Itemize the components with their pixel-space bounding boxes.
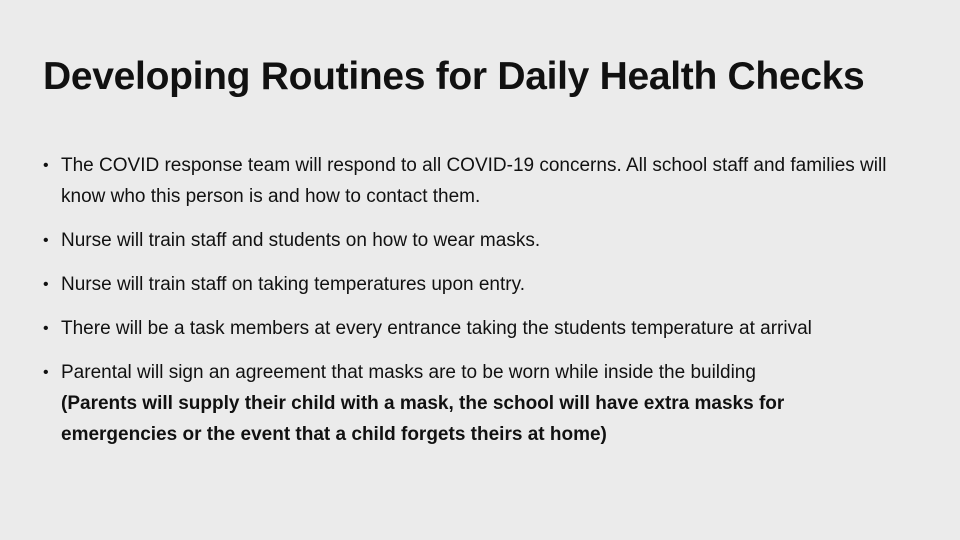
bullet-icon: • xyxy=(43,157,49,174)
bullet-icon: • xyxy=(43,320,49,337)
bullet-text: There will be a task members at every entrance taking the students temperature at arrival xyxy=(61,318,812,339)
bullet-text: The COVID response team will respond to all COVID-19 concerns. All school staff and families will know who this person is and how to contact them. xyxy=(61,155,887,207)
bullet-item xyxy=(43,269,903,300)
bullet-list xyxy=(43,150,903,463)
slide-title: Developing Routines for Daily Health Checks xyxy=(43,55,865,98)
bullet-item xyxy=(43,357,903,450)
bullet-icon: • xyxy=(43,232,49,249)
bullet-text: Nurse will train staff on taking temperatures upon entry. xyxy=(61,274,525,295)
bullet-icon: • xyxy=(43,364,49,381)
bullet-text: Nurse will train staff and students on how to wear masks. xyxy=(61,230,541,251)
bullet-item xyxy=(43,225,903,256)
bullet-item xyxy=(43,150,903,212)
bullet-icon: • xyxy=(43,276,49,293)
bullet-bold-note: (Parents will supply their child with a mask, the school will have extra masks for emergencies or the event that a child forgets theirs at home) xyxy=(61,393,785,445)
bullet-text: Parental will sign an agreement that masks are to be worn while inside the building xyxy=(61,362,756,383)
bullet-item xyxy=(43,313,903,344)
